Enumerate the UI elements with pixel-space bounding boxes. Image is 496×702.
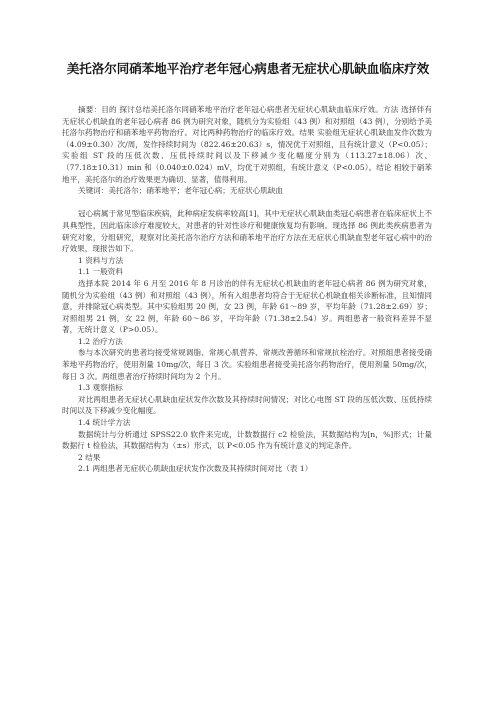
paper-title: 美托洛尔同硝苯地平治疗老年冠心病患者无症状心肌缺血临床疗效 — [66, 61, 430, 76]
subsection-heading-1-2: 1.2 治疗方法 — [78, 336, 123, 346]
paper-body — [62, 104, 432, 475]
section-heading-1: 1 资料与方法 — [78, 255, 124, 265]
statistics-paragraph: 数据统计与分析通过 SPSS22.0 软件来完成，计数数据行 c2 检验法，其数据结构为[n，%]形式；计量数据行 t 检验法，其数据结构为（±s）形式，以 P<0.05 作为有统计意义的判定条件。 — [62, 429, 432, 451]
general-data-paragraph: 选择本院 2014 年 6 月至 2016 年 8 月诊治的伴有无症状心机缺血的老年冠心病者 86 例为研究对象，随机分为实验组（43 例）和对照组（43 例），所有入组患者均符合于无症状心机缺血相关诊断标准，且知情同意，并排除冠心病类型。其中实验组男 20 例，女 23 例，年龄 61～89 岁，平均年龄（71.28±2.69）岁；对照组男 21 例，女 22 例，年龄 60～86 岁，平均年龄（71.38±2.54）岁。两组患者一般资料差异不显著，无统计意义（P>0.05）。 — [62, 278, 432, 335]
spacer — [62, 197, 432, 209]
subsection-heading-1-4: 1.4 统计学方法 — [78, 418, 131, 428]
subsection-heading-1-1: 1.1 一般资料 — [78, 267, 123, 277]
introduction-paragraph: 冠心病属于常见型临床疾病，此种病症发病率较高[1]，其中无症状心肌缺血类冠心病患者在临床症状上不具典型性，因此临床诊疗难度较大，对患者的针对性诊疗和健康恢复均有影响。现选择 86 例此类疾病患者为研究对象，分组研究，观察对比美托洛尔治疗方法和硝苯地平治疗方法在无症状心肌缺血型老年冠心病中的治疗效果，现报告如下。 — [62, 209, 432, 254]
indicators-paragraph: 对比两组患者无症状心肌缺血症状发作次数及其持续时间情况；对比心电图 ST 段的压低次数、压低持续时间以及下移减少变化幅度。 — [62, 394, 432, 416]
treatment-paragraph: 参与本次研究的患者均接受常规调脂、常规心肌营养、常规改善循环和常规抗栓治疗。对照组患者接受硝苯地平药物治疗，使用剂量 10mg/次，每日 3 次。实验组患者接受美托洛尔药物治疗，使用剂量 50mg/次，每日 3 次。两组患者治疗持续时间均为 2 个月。 — [62, 348, 432, 381]
section-heading-2: 2 结果 — [78, 452, 101, 462]
subsection-heading-1-3: 1.3 观察指标 — [78, 383, 123, 393]
keywords: 关键词：美托洛尔；硝苯地平；老年冠心病；无症状心肌缺血 — [78, 186, 284, 196]
subsection-heading-2-1: 2.1 两组患者无症状心肌缺血症状发作次数及其持续时间对比（表 1） — [78, 464, 313, 474]
abstract: 摘要：目的 探讨总结美托洛尔同硝苯地平治疗老年冠心病患者无症状心肌缺血临床疗效。方法 选择伴有无症状心机缺血的老年冠心病者 86 例为研究对象，随机分为实验组（43 例）和对照组（43 例），分别给予美托洛尔药物治疗和硝苯地平药物治疗。对比两种药物治疗的临床疗效。结果 实验组无症状心肌缺血发作次数为（4.09±0.30）次/周，发作持续时间为（822.46±20.63）s，情况优于对照组，且有统计意义（P<0.05）；实验组 ST 段的压低次数、压低持续时间以及下移减少变化幅度分别为（113.27±18.06）次、（77.18±10.31）min 和（0.040±0.024）mV，均优于对照组，有统计意义（P<0.05）。结论 相较于硝苯地平，美托洛尔的治疗效果更为确切、显著，值得利用。 — [62, 105, 432, 184]
